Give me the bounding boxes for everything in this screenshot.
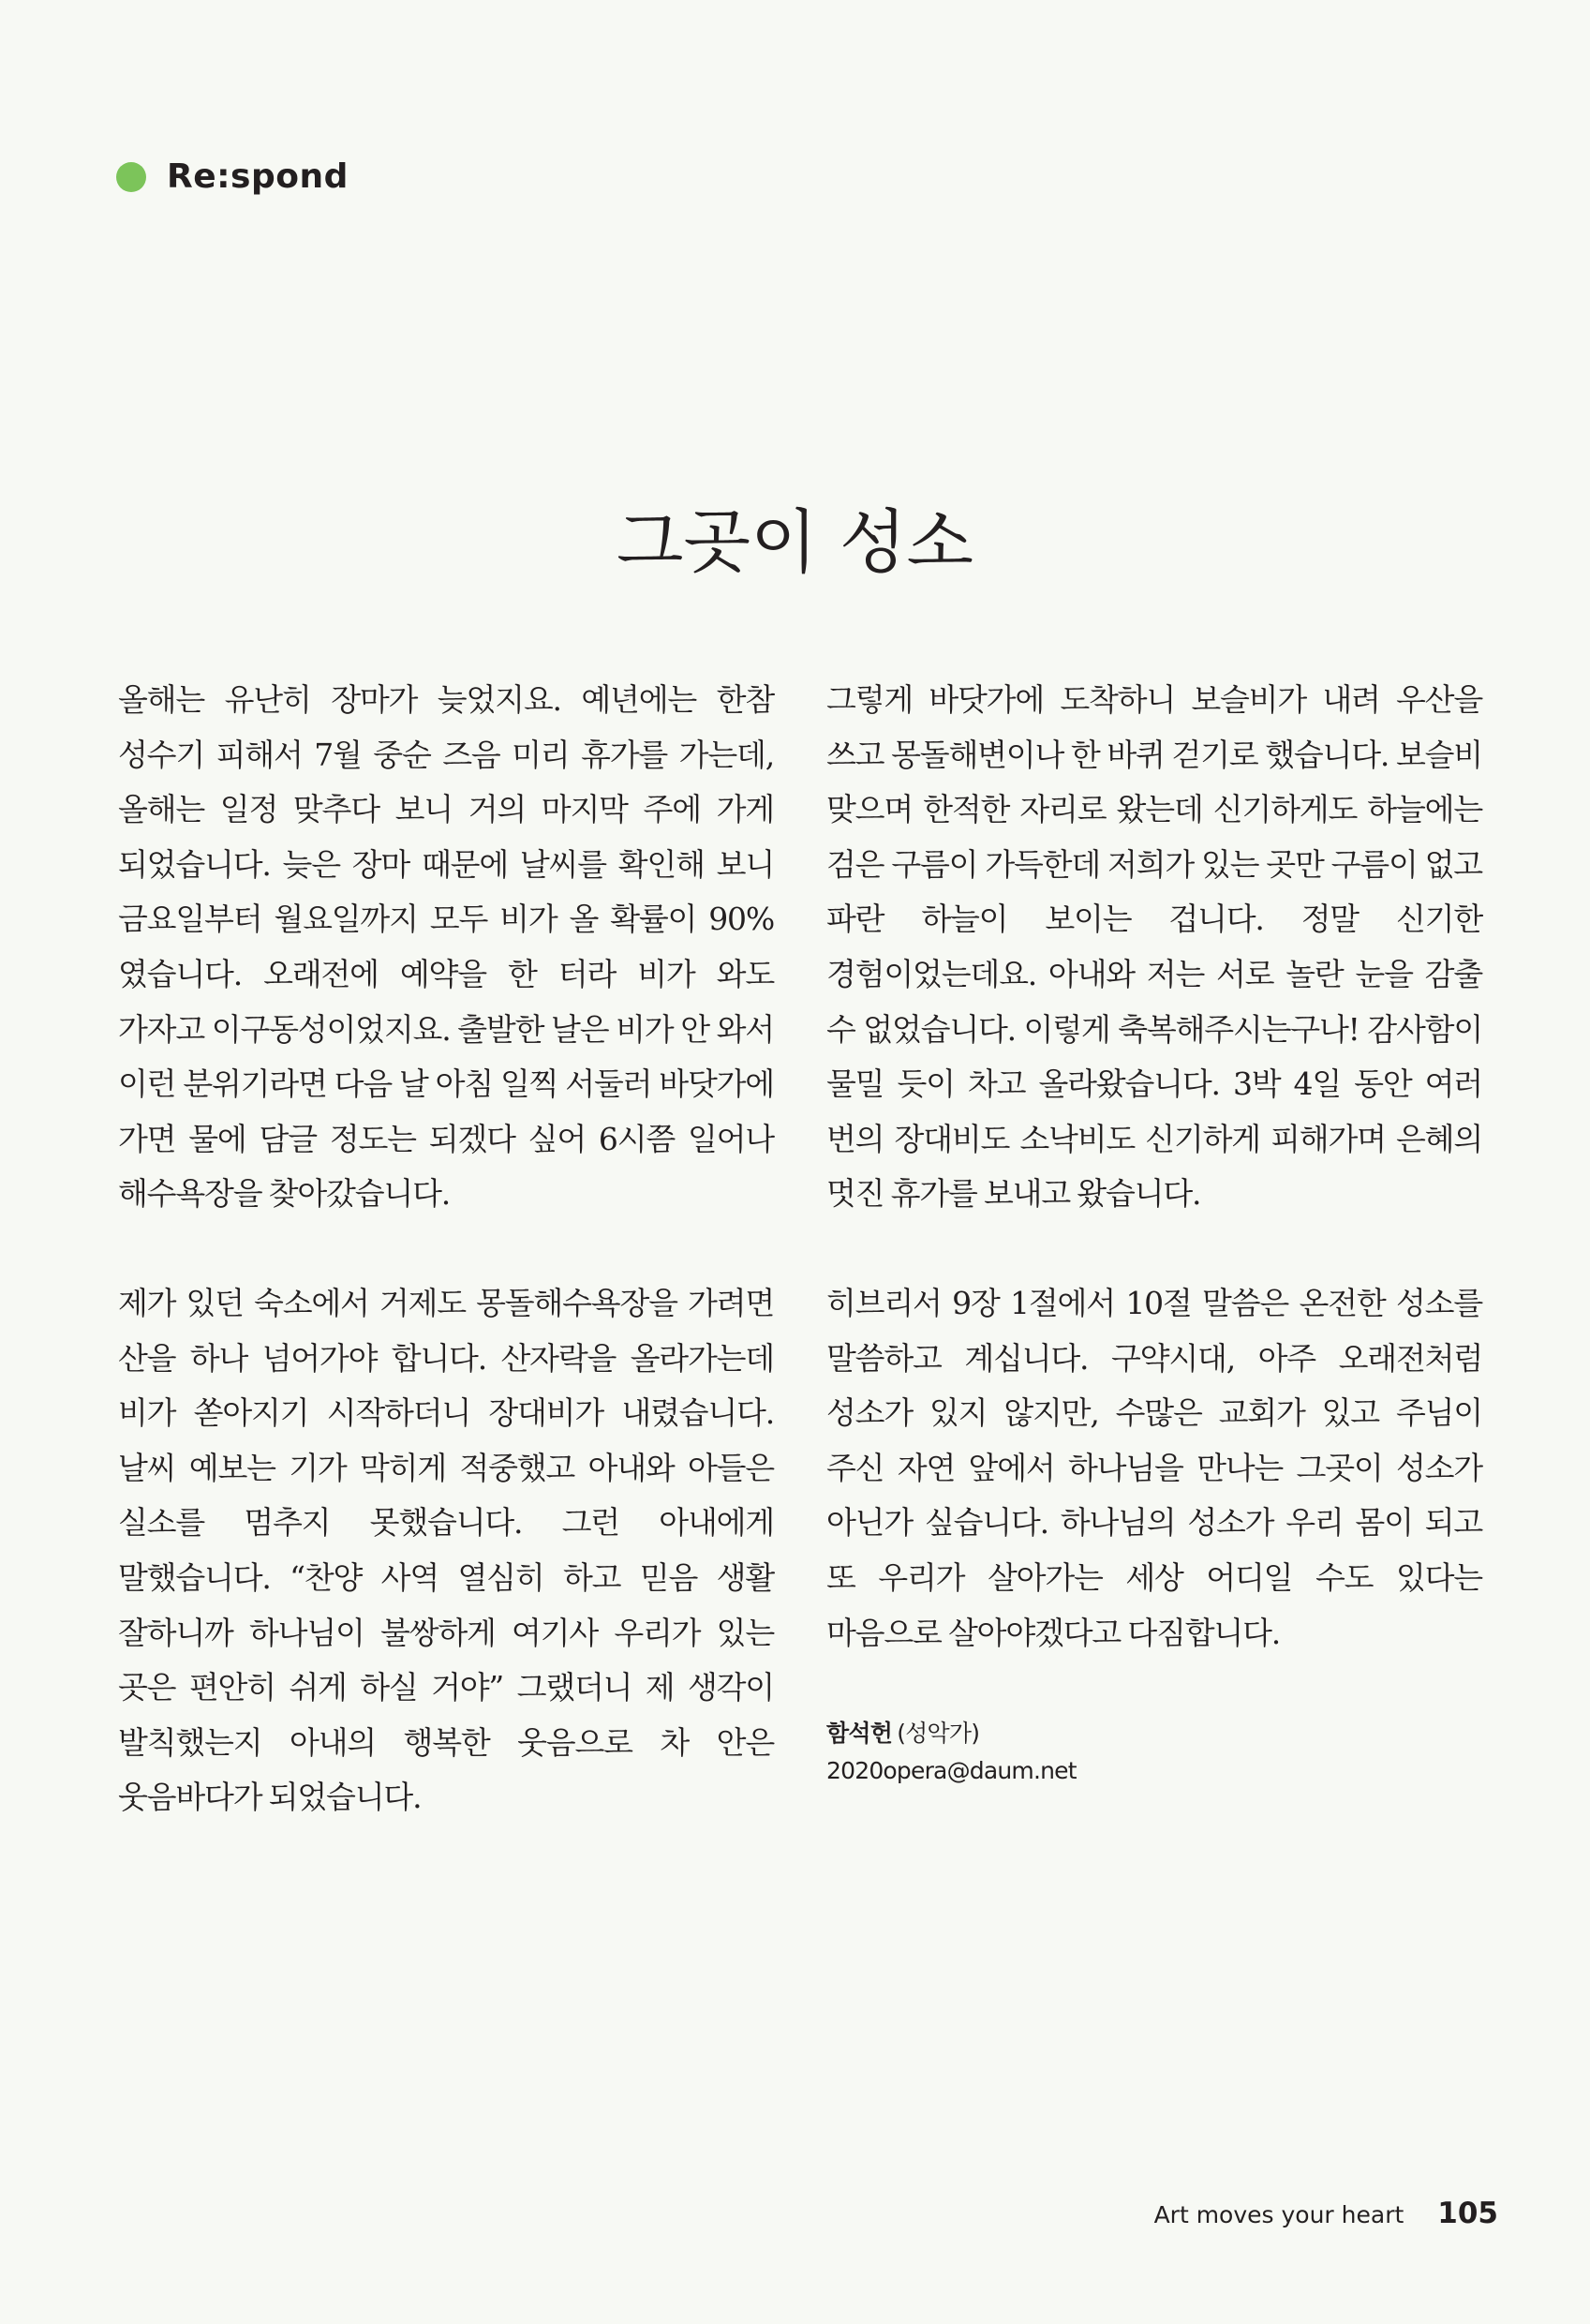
section-tag (116, 157, 349, 196)
paragraph: 히브리서 9장 1절에서 10절 말씀은 온전한 성소를 말씀하고 계십니다. 구약시대, 아주 오래전처럼 성소가 있지 않지만, 수많은 교회가 있고 주님이 주신 자연 앞에서 하나님을 만나는 그곳이 성소가 아닌가 싶습니다. 하나님의 성소가 우리 몸이 되고 또 우리가 살아가는 세상 어디일 수도 있다는 마음으로 살아야겠다고 다짐합니다. (826, 1284, 1482, 1651)
section-name: Re:spond (167, 157, 349, 196)
left-column (118, 673, 774, 1880)
paragraph: 그렇게 바닷가에 도착하니 보슬비가 내려 우산을 쓰고 몽돌해변이나 한 바퀴 걷기로 했습니다. 보슬비 맞으며 한적한 자리로 왔는데 신기하게도 하늘에는 검은 구름이 가득한데 저희가 있는 곳만 구름이 없고 파란 하늘이 보이는 겁니다. 정말 신기한 경험이었는데요. 아내와 저는 서로 놀란 눈을 감출 수 없었습니다. 이렇게 축복해주시는구나! 감사함이 물밀 듯이 차고 올라왔습니다. 3박 4일 동안 여러 번의 장대비도 소낙비도 신기하게 피해가며 은혜의 멋진 휴가를 보내고 왔습니다. (826, 681, 1482, 1213)
article-title: 그곳이 성소 (617, 502, 973, 583)
right-column (826, 673, 1482, 1790)
page-footer (1154, 2197, 1498, 2230)
paragraph: 제가 있던 숙소에서 거제도 몽돌해수욕장을 가려면 산을 하나 넘어가야 합니다. 산자락을 올라가는데 비가 쏟아지기 시작하더니 장대비가 내렸습니다. 날씨 예보는 기가 막히게 적중했고 아내와 아들은 실소를 멈추지 못했습니다. 그런 아내에게 말했습니다. “찬양 사역 열심히 하고 믿음 생활 잘하니까 하나님이 불쌍하게 여기사 우리가 있는 곳은 편안히 쉬게 하실 거야” 그랬더니 제 생각이 발칙했는지 아내의 행복한 웃음으로 차 안은 웃음바다가 되었습니다. (118, 1284, 774, 1816)
footer-tagline: Art moves your heart (1153, 2201, 1404, 2228)
author-line (826, 1715, 1482, 1752)
author-role: (성악가) (897, 1720, 980, 1748)
green-dot-icon (116, 162, 146, 192)
paragraph: 올해는 유난히 장마가 늦었지요. 예년에는 한참 성수기 피해서 7월 중순 즈음 미리 휴가를 가는데, 올해는 일정 맞추다 보니 거의 마지막 주에 가게 되었습니다. 늦은 장마 때문에 날씨를 확인해 보니 금요일부터 월요일까지 모두 비가 올 확률이 90%였습니다. 오래전에 예약을 한 터라 비가 와도 가자고 이구동성이었지요. 출발한 날은 비가 안 와서 이런 분위기라면 다음 날 아침 일찍 서둘러 바닷가에 가면 물에 담글 정도는 되겠다 싶어 6시쯤 일어나 해수욕장을 찾아갔습니다. (118, 681, 774, 1213)
author-name: 함석헌 (826, 1720, 893, 1748)
page-number: 105 (1437, 2197, 1498, 2230)
author-block (826, 1715, 1482, 1790)
author-email: 2020opera@daum.net (826, 1757, 1077, 1785)
